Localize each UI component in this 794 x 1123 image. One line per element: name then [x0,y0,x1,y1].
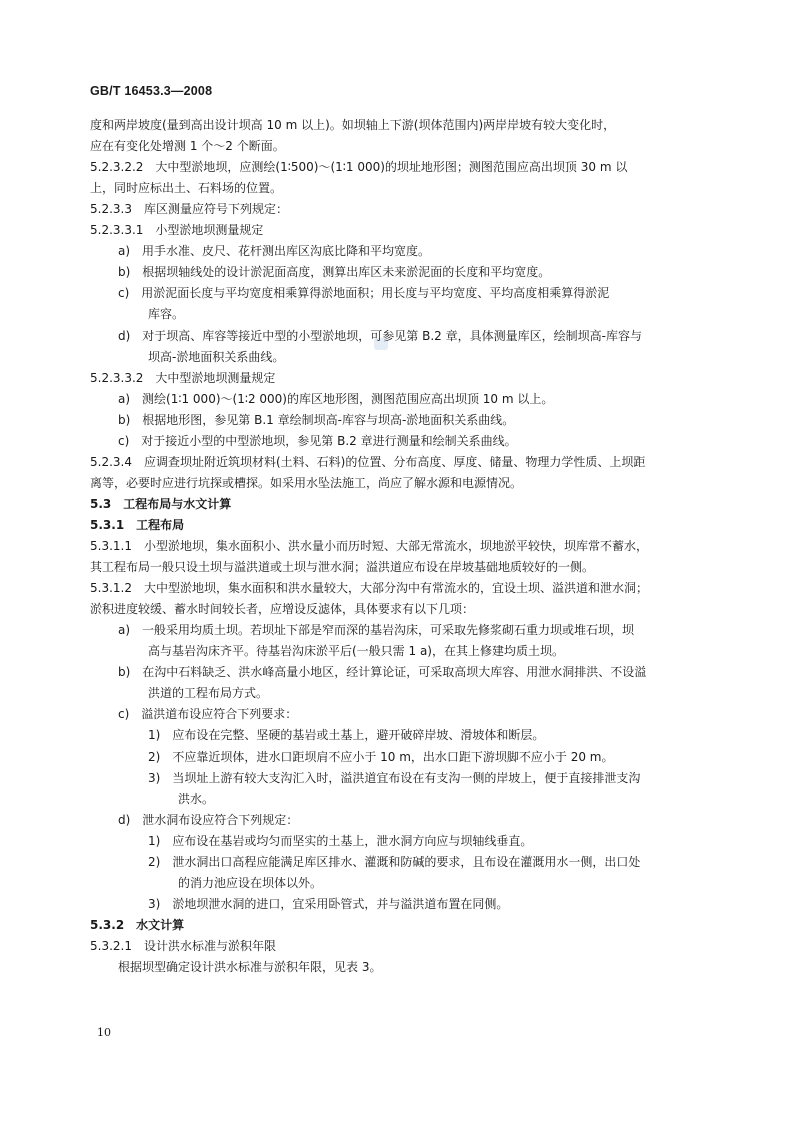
text-line: 高与基岩沟床齐平。待基岩沟床淤平后(一般只需 1 a)，在其上修建均质土坝。 [148,644,564,659]
text-line: 5.3.1.2 大中型淤地坝，集水面积和洪水量较大，大部分沟中有常流水的，宜设土坝、溢洪道和泄水洞； [90,581,648,596]
text-line: 5.2.3.4 应调查坝址附近筑坝材料(土料、石料)的位置、分布高度、厚度、储量、物理力学性质、上坝距 [90,454,646,469]
text-line: a) 一般采用均质土坝。若坝址下部是窄而深的基岩沟床，可采取先修浆砌石重力坝或堆石坝，坝 [118,623,635,638]
text-line: c) 对于接近小型的中型淤地坝，参见第 B.2 章进行测量和绘制关系曲线。 [118,433,517,448]
text-line: a) 用手水准、皮尺、花杆测出库区沟底比降和平均宽度。 [118,244,431,259]
text-line: 2) 泄水洞出口高程应能满足库区排水、灌溉和防碱的要求，且布设在灌溉用水一侧，出口处 [148,854,641,869]
text-line: 5.3 工程布局与水文计算 [90,496,232,511]
text-line: 5.2.3.2.2 大中型淤地坝，应测绘(1∶500)～(1∶1 000)的坝址地形图；测图范围应高出坝顶 30 m 以 [90,160,628,175]
text-line: 淤积进度较缓、蓄水时间较长者，应增设反滤体，具体要求有以下几项： [90,602,475,617]
text-line: 1) 应布设在完整、坚硬的基岩或土基上，避开破碎岸坡、滑坡体和断层。 [148,728,545,743]
text-line: c) 用淤泥面长度与平均宽度相乘算得淤地面积；用长度与平均宽度、平均高度相乘算得淤泥 [118,286,610,301]
text-line: 应在有变化处增测 1 个～2 个断面。 [90,139,285,154]
text-line: d) 对于坝高、库容等接近中型的小型淤地坝，可参见第 B.2 章，具体测量库区，绘制坝高-库容与 [118,328,642,343]
page-header: GB/T 16453.3—2008 [90,84,213,98]
text-line: 洪水。 [178,791,215,806]
text-line: 根据坝型确定设计洪水标准与淤积年限，见表 3。 [118,960,382,974]
text-line: 的消力池应设在坝体以外。 [178,875,323,890]
text-line: 1) 应布设在基岩或均匀而坚实的土基上，泄水洞方向应与坝轴线垂直。 [148,833,533,848]
text-line: b) 在沟中石料缺乏、洪水峰高量小地区，经计算论证，可采取高坝大库容、用泄水洞排洪、不设溢 [118,665,647,680]
text-line: 5.3.1 工程布局 [90,517,185,532]
text-line: a) 测绘(1∶1 000)～(1∶2 000)的库区地形图，测图范围应高出坝顶 10 m 以上。 [118,391,554,406]
text-line: c) 溢洪道布设应符合下列要求： [118,707,298,722]
text-line: 5.2.3.3.1 小型淤地坝测量规定 [90,223,264,238]
text-line: 5.2.3.3.2 大中型淤地坝测量规定 [90,370,276,385]
text-line: b) 根据地形图，参见第 B.1 章绘制坝高-库容与坝高-淤地面积关系曲线。 [118,412,515,427]
text-line: 其工程布局一般只设土坝与溢洪道或土坝与泄水洞；溢洪道应布设在岸坡基础地质较好的一侧。 [90,560,595,575]
text-line: 坝高-淤地面积关系曲线。 [148,349,285,364]
text-line: 5.3.2 水文计算 [90,917,185,932]
text-line: 5.3.1.1 小型淤地坝，集水面积小、洪水量小而历时短、大部无常流水，坝地淤平较快，坝库常不蓄水， [90,539,648,553]
text-line: 3) 当坝址上游有较大支沟汇入时，溢洪道宜布设在有支沟一侧的岸坡上，便于直接排泄支沟 [148,770,641,785]
text-line: 5.3.2.1 设计洪水标准与淤积年限 [90,938,276,953]
text-line: 上，同时应标出土、石料场的位置。 [90,181,283,196]
text-line: b) 根据坝轴线处的设计淤泥面高度，测算出库区未来淤泥面的长度和平均宽度。 [118,265,551,280]
text-line: 3) 淤地坝泄水洞的进口，宜采用卧管式，并与溢洪道布置在同侧。 [148,896,509,911]
page-number: 10 [97,1026,111,1039]
text-line: 库容。 [148,307,185,322]
text-line: 2) 不应靠近坝体，进水口距坝肩不应小于 10 m，出水口距下游坝脚不应小于 20 m。 [148,749,614,764]
text-line: 度和两岸坡度(量到高出设计坝高 10 m 以上)。如坝轴上下游(坝体范围内)两岸岸坡有较大变化时， [90,118,616,132]
text-line: 洪道的工程布局方式。 [148,686,269,701]
text-line: 离等，必要时应进行坑探或槽探。如采用水坠法施工，尚应了解水源和电源情况。 [90,475,523,490]
text-line: d) 泄水洞布设应符合下列规定： [118,812,299,827]
text-line: 5.2.3.3 库区测量应符号下列规定： [90,202,288,217]
